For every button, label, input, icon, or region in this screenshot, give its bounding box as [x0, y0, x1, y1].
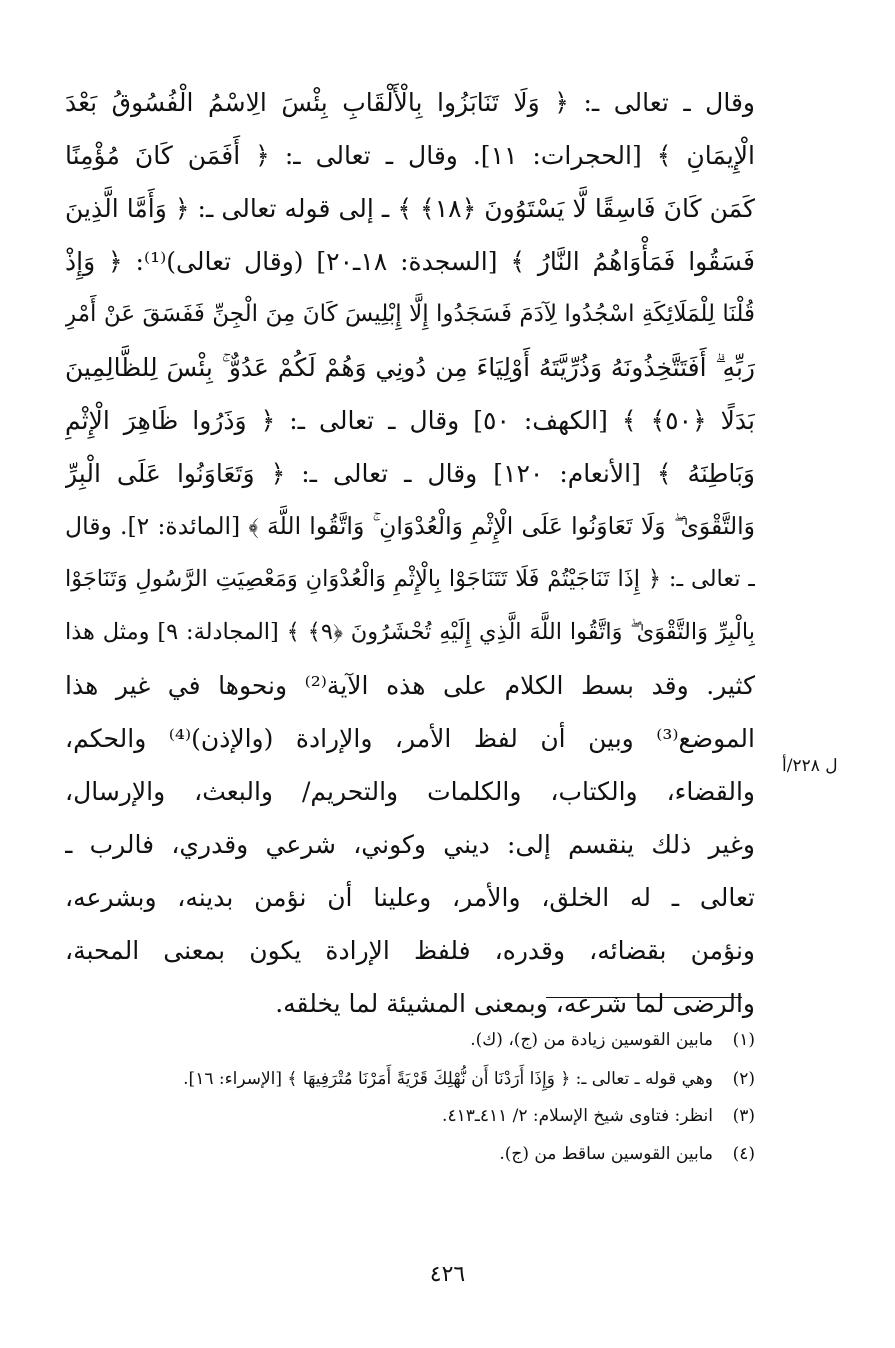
text-line: الموضع⁽³⁾ وبين أن لفظ الأمر، والإرادة (والإذن)⁽⁴⁾ والحكم، [65, 724, 755, 753]
text-line: والقضاء، والكتاب، والكلمات والتحريم/ والبعث، والإرسال، [65, 777, 755, 806]
text-line: بِالْبِرِّ وَالتَّقْوَىٰ ۖ وَاتَّقُوا اللَّهَ الَّذِي إِلَيْهِ تُحْشَرُونَ ﴿٩﴾ ﴾ [المجادلة: ٩] ومثل هذا [65, 619, 755, 645]
text-line: وَبَاطِنَهُ ﴾ [الأنعام: ١٢٠] وقال ـ تعالى ـ: ﴿ وَتَعَاوَنُوا عَلَى الْبِرِّ [65, 459, 755, 488]
text-line: وقال ـ تعالى ـ: ﴿ وَلَا تَنَابَزُوا بِالْأَلْقَابِ بِئْسَ الِاسْمُ الْفُسُوقُ بَعْدَ [65, 88, 755, 117]
footnote-text: انظر: فتاوى شيخ الإسلام: ٢/ ٤١١ـ٤١٣. [442, 1106, 713, 1126]
footnote-number: (١) [732, 1030, 755, 1050]
footnote [65, 1144, 755, 1182]
footnote-number: (٤) [732, 1144, 755, 1164]
text-line: كثير. وقد بسط الكلام على هذه الآية⁽²⁾ ونحوها في غير هذا [65, 671, 755, 700]
text-line: الْإِيمَانِ ﴾ [الحجرات: ١١]. وقال ـ تعالى ـ: ﴿ أَفَمَن كَانَ مُؤْمِنًا [65, 141, 755, 170]
text-line: والرضى لما شرعه، وبمعنى المشيئة لما يخلقه. [275, 989, 755, 1018]
text-line: كَمَن كَانَ فَاسِقًا لَّا يَسْتَوُونَ ﴿١٨﴾ ﴾ ـ إلى قوله تعالى ـ: ﴿ وَأَمَّا الَّذِينَ [65, 194, 755, 223]
footnote-text: مابين القوسين ساقط من (ج). [499, 1144, 713, 1164]
footnote [65, 1030, 755, 1068]
text-line: قُلْنَا لِلْمَلَائِكَةِ اسْجُدُوا لِآدَمَ فَسَجَدُوا إِلَّا إِبْلِيسَ كَانَ مِنَ الْجِنِّ فَفَسَقَ عَنْ أَمْرِ [65, 301, 755, 327]
text-line: وغير ذلك ينقسم إلى: ديني وكوني، شرعي وقدري، فالرب ـ [65, 830, 755, 859]
text-line: بَدَلًا ﴿٥٠﴾ ﴾ [الكهف: ٥٠] وقال ـ تعالى ـ: ﴿ وَذَرُوا ظَاهِرَ الْإِثْمِ [65, 406, 755, 435]
text-line: ونؤمن بقضائه، وقدره، فلفظ الإرادة يكون بمعنى المحبة، [65, 936, 755, 965]
text-line: فَسَقُوا فَمَأْوَاهُمُ النَّارُ ﴾ [السجدة: ١٨ـ٢٠] (وقال تعالى)⁽¹⁾: ﴿ وَإِذْ [65, 247, 755, 276]
footnote-text: مابين القوسين زيادة من (ج)، (ك). [470, 1030, 713, 1050]
footnotes [65, 1030, 755, 1182]
footnote [65, 1068, 755, 1106]
footnote-separator [546, 997, 742, 998]
text-line: تعالى ـ له الخلق، والأمر، وعلينا أن نؤمن بدينه، وبشرعه، [65, 883, 755, 912]
text-line: رَبِّهِ ۗ أَفَتَتَّخِذُونَهُ وَذُرِّيَّتَهُ أَوْلِيَاءَ مِن دُونِي وَهُمْ لَكُمْ عَدُوٌّ ۚ بِئْسَ لِلظَّالِمِينَ [65, 353, 755, 382]
main-text [65, 76, 755, 1030]
page-number: ٤٢٦ [429, 1262, 466, 1287]
footnote-text: وهي قوله ـ تعالى ـ: ﴿ وَإِذَا أَرَدْنَا أَن نُّهْلِكَ قَرْيَةً أَمَرْنَا مُتْرَفِيهَا ﴾ [الإسراء: ١٦]. [183, 1069, 713, 1089]
text-line: ـ تعالى ـ: ﴿ إِذَا تَنَاجَيْتُمْ فَلَا تَتَنَاجَوْا بِالْإِثْمِ وَالْعُدْوَانِ وَمَعْصِيَتِ الرَّسُولِ وَتَنَاجَوْا [65, 566, 755, 592]
footnote-number: (٣) [732, 1106, 755, 1126]
footnote [65, 1106, 755, 1144]
manuscript-margin-note: ل ٢٢٨/أ [782, 756, 838, 776]
text-line: وَالتَّقْوَىٰ ۖ وَلَا تَعَاوَنُوا عَلَى الْإِثْمِ وَالْعُدْوَانِ ۚ وَاتَّقُوا اللَّهَ ﴾ [المائدة: ٢]. وقال [65, 512, 755, 540]
footnote-number: (٢) [732, 1069, 755, 1089]
